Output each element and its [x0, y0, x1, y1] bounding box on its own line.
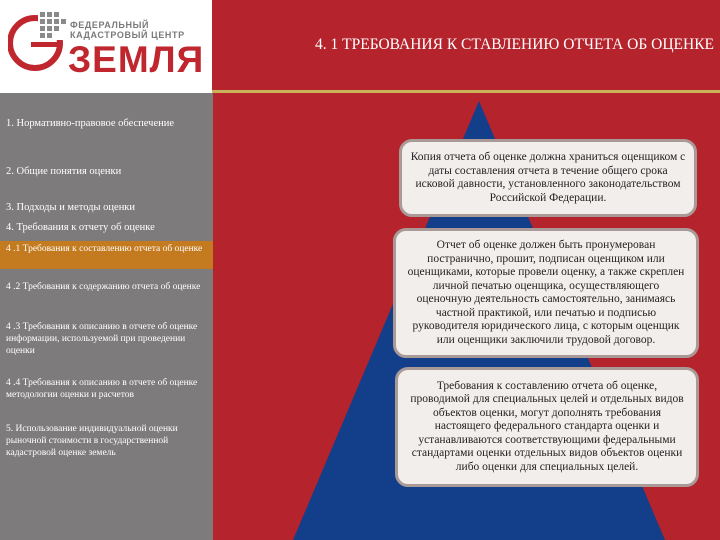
- sidebar-item-label: 4. Требования к отчету об оценке: [6, 222, 155, 233]
- callout-numbering-signing: [393, 228, 699, 358]
- sidebar-item-label: 4 .3 Требования к описанию в отчете об оценке информации, используемой при проведении оценки: [6, 322, 198, 356]
- logo: [0, 0, 212, 93]
- callout-text: Копия отчета об оценке должна храниться оценщиком с даты составления отчета в течение общего срока исковой давности, установленного законодательством Российской Федерации.: [410, 151, 686, 204]
- sidebar-nav: [0, 93, 213, 540]
- sidebar-item-legal-framework[interactable]: [0, 117, 213, 130]
- sidebar-item-4-4[interactable]: [0, 377, 213, 401]
- callout-copy-storage: [399, 139, 697, 217]
- sidebar-item-5[interactable]: [0, 423, 213, 459]
- callout-text: Требования к составлению отчета об оценке, проводимой для специальных целей и отдельных видов объектов оценки, могут дополнять требования настоящего федерального стандарта оценки и устанавливаются соответствующими федеральными стандартами оценки отдельных видов объектов оценки либо оценки для специальных целей.: [410, 379, 684, 473]
- sidebar-item-label: 2. Общие понятия оценки: [6, 166, 122, 177]
- sidebar-item-report-requirements[interactable]: [0, 221, 213, 234]
- sidebar-item-label: 4 .2 Требования к содержанию отчета об оценке: [6, 282, 201, 292]
- sidebar-item-general-concepts[interactable]: [0, 165, 213, 178]
- logo-grid-icon: [8, 8, 66, 78]
- logo-wordmark: ЗЕМЛЯ: [68, 39, 205, 80]
- sidebar-item-label: 5. Использование индивидуальной оценки рыночной стоимости в государственной кадастровой оценке земель: [6, 424, 178, 458]
- sidebar-item-4-2[interactable]: [0, 281, 213, 293]
- callout-text: Отчет об оценке должен быть пронумерован постранично, прошит, подписан оценщиком или оценщиками, которые провели оценку, а также скреплен личной печатью оценщика, осуществляющего оценочную деятельность самостоятельно, занимаясь частной практикой, или печатью и подписью руководителя юридического лица, с которым оценщик или оценщики заключили трудовой договор.: [407, 239, 685, 346]
- sidebar-item-4-1-active[interactable]: [0, 241, 213, 269]
- sidebar-item-label: 1. Нормативно-правовое обеспечение: [6, 118, 175, 129]
- logo-text-line2: КАДАСТРОВЫЙ ЦЕНТР: [70, 30, 185, 40]
- sidebar-item-approaches-methods[interactable]: [0, 201, 213, 214]
- sidebar-item-4-3[interactable]: [0, 321, 213, 357]
- logo-text-line1: ФЕДЕРАЛЬНЫЙ: [70, 20, 150, 30]
- page-title: 4. 1 ТРЕБОВАНИЯ К СТАВЛЕНИЮ ОТЧЕТА ОБ ОЦЕНКЕ: [315, 36, 714, 53]
- header-bar: [212, 0, 720, 93]
- callout-special-purposes: [395, 367, 699, 487]
- sidebar-item-label: 4 .1 Требования к составлению отчета об оценке: [6, 244, 203, 254]
- main-content: [213, 93, 720, 540]
- sidebar-item-label: 3. Подходы и методы оценки: [6, 202, 136, 213]
- sidebar-item-label: 4 .4 Требования к описанию в отчете об оценке методологии оценки и расчетов: [6, 378, 198, 400]
